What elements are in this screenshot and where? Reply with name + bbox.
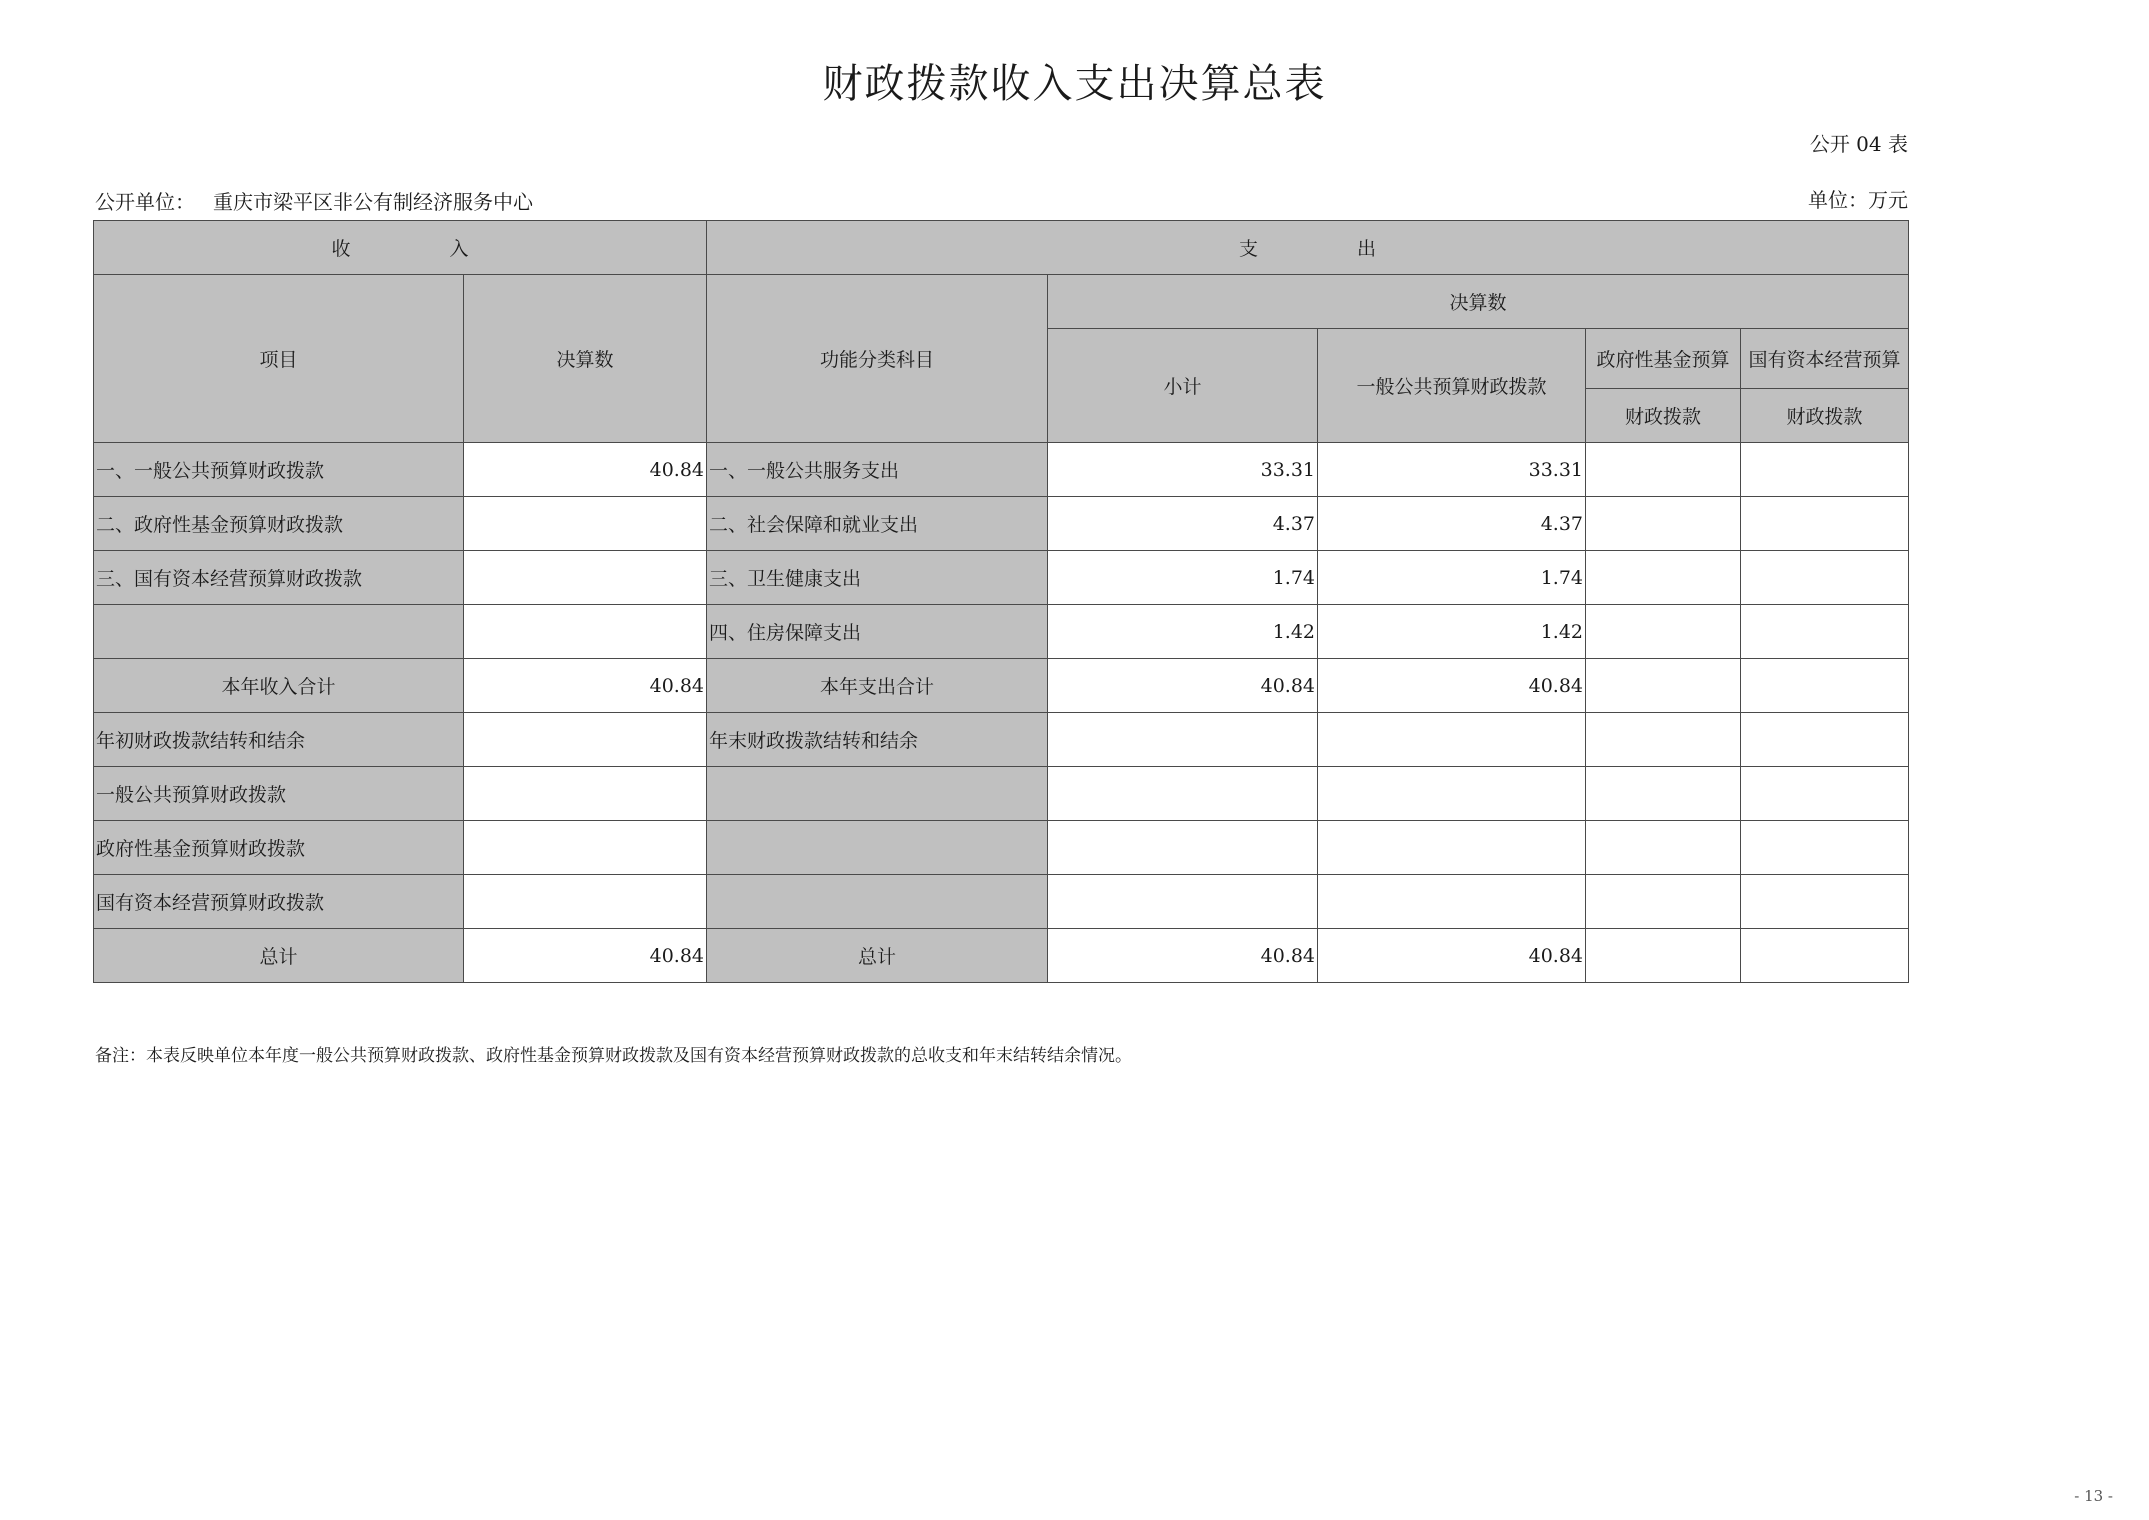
expense-subtotal: [1048, 713, 1318, 767]
income-item: 政府性基金预算财政拨款: [94, 821, 464, 875]
income-item: 总计: [94, 929, 464, 983]
expense-item: 二、社会保障和就业支出: [707, 497, 1048, 551]
income-amount-header: 决算数: [464, 275, 707, 443]
table-row: [94, 713, 1909, 767]
income-amount: [464, 767, 707, 821]
expense-subtotal: [1048, 821, 1318, 875]
income-amount: 40.84: [464, 659, 707, 713]
expense-item: [707, 821, 1048, 875]
expense-general: [1318, 875, 1586, 929]
expense-state-capital: [1741, 659, 1909, 713]
income-item: [94, 605, 464, 659]
expense-state-capital: [1741, 713, 1909, 767]
income-amount: [464, 821, 707, 875]
gov-fund-header-line2: 财政拨款: [1586, 389, 1741, 443]
expense-state-capital: [1741, 605, 1909, 659]
expense-gov-fund: [1586, 497, 1741, 551]
expense-general: 1.42: [1318, 605, 1586, 659]
income-amount: [464, 551, 707, 605]
table-note: 备注：本表反映单位本年度一般公共预算财政拨款、政府性基金预算财政拨款及国有资本经营预算财政拨款的总收支和年末结转结余情况。: [95, 1046, 1132, 1066]
table-row: [94, 821, 1909, 875]
expense-state-capital: [1741, 497, 1909, 551]
expense-state-capital: [1741, 767, 1909, 821]
table-row: [94, 605, 1909, 659]
expense-general: 1.74: [1318, 551, 1586, 605]
income-item: 二、政府性基金预算财政拨款: [94, 497, 464, 551]
income-item: 一、一般公共预算财政拨款: [94, 443, 464, 497]
expense-state-capital: [1741, 443, 1909, 497]
expense-header: 支 出: [707, 221, 1909, 275]
table-row: [94, 929, 1909, 983]
expense-item: 总计: [707, 929, 1048, 983]
item-header: 项目: [94, 275, 464, 443]
income-amount: 40.84: [464, 443, 707, 497]
expense-general: 33.31: [1318, 443, 1586, 497]
expense-gov-fund: [1586, 443, 1741, 497]
expense-gov-fund: [1586, 875, 1741, 929]
table-row: [94, 659, 1909, 713]
income-item: 国有资本经营预算财政拨款: [94, 875, 464, 929]
income-item: 三、国有资本经营预算财政拨款: [94, 551, 464, 605]
expense-subtotal: 40.84: [1048, 929, 1318, 983]
table-row: [94, 497, 1909, 551]
expense-general: 40.84: [1318, 929, 1586, 983]
final-amount-header: 决算数: [1048, 275, 1909, 329]
expense-general: 40.84: [1318, 659, 1586, 713]
expense-subtotal: 40.84: [1048, 659, 1318, 713]
table-row: [94, 767, 1909, 821]
gov-fund-header-line1: 政府性基金预算: [1586, 329, 1741, 389]
expense-general: [1318, 713, 1586, 767]
reporting-unit-label: 公开单位：: [95, 190, 195, 214]
expense-item: [707, 875, 1048, 929]
page-number: - 13 -: [2074, 1487, 2113, 1505]
income-amount: [464, 875, 707, 929]
reporting-unit-name: 重庆市梁平区非公有制经济服务中心: [213, 190, 533, 214]
budget-table: [93, 220, 1909, 983]
expense-item: 年末财政拨款结转和结余: [707, 713, 1048, 767]
expense-state-capital: [1741, 929, 1909, 983]
expense-item: 本年支出合计: [707, 659, 1048, 713]
reporting-unit: [95, 186, 533, 215]
expense-general: [1318, 767, 1586, 821]
income-amount: 40.84: [464, 929, 707, 983]
expense-subtotal: 1.42: [1048, 605, 1318, 659]
func-subject-header: 功能分类科目: [707, 275, 1048, 443]
page-title: 财政拨款收入支出决算总表: [822, 61, 1327, 107]
state-capital-header-line1: 国有资本经营预算: [1741, 329, 1909, 389]
table-row: [94, 551, 1909, 605]
expense-subtotal: 1.74: [1048, 551, 1318, 605]
expense-subtotal: 4.37: [1048, 497, 1318, 551]
table-row: [94, 443, 1909, 497]
income-amount: [464, 605, 707, 659]
expense-gov-fund: [1586, 767, 1741, 821]
general-budget-header: 一般公共预算财政拨款: [1318, 329, 1586, 443]
expense-gov-fund: [1586, 929, 1741, 983]
expense-gov-fund: [1586, 605, 1741, 659]
income-item: 一般公共预算财政拨款: [94, 767, 464, 821]
expense-general: [1318, 821, 1586, 875]
expense-gov-fund: [1586, 821, 1741, 875]
income-amount: [464, 713, 707, 767]
subtotal-header: 小计: [1048, 329, 1318, 443]
state-capital-header-line2: 财政拨款: [1741, 389, 1909, 443]
income-amount: [464, 497, 707, 551]
income-item: 年初财政拨款结转和结余: [94, 713, 464, 767]
expense-item: 一、一般公共服务支出: [707, 443, 1048, 497]
expense-item: 四、住房保障支出: [707, 605, 1048, 659]
expense-state-capital: [1741, 875, 1909, 929]
expense-gov-fund: [1586, 659, 1741, 713]
expense-general: 4.37: [1318, 497, 1586, 551]
expense-subtotal: [1048, 767, 1318, 821]
table-row: [94, 875, 1909, 929]
expense-state-capital: [1741, 551, 1909, 605]
income-header: 收 入: [94, 221, 707, 275]
expense-item: 三、卫生健康支出: [707, 551, 1048, 605]
expense-subtotal: [1048, 875, 1318, 929]
expense-gov-fund: [1586, 551, 1741, 605]
expense-state-capital: [1741, 821, 1909, 875]
income-item: 本年收入合计: [94, 659, 464, 713]
form-number: 公开 04 表: [1809, 132, 1908, 156]
expense-item: [707, 767, 1048, 821]
expense-subtotal: 33.31: [1048, 443, 1318, 497]
currency-unit: 单位：万元: [1808, 188, 1908, 212]
expense-gov-fund: [1586, 713, 1741, 767]
